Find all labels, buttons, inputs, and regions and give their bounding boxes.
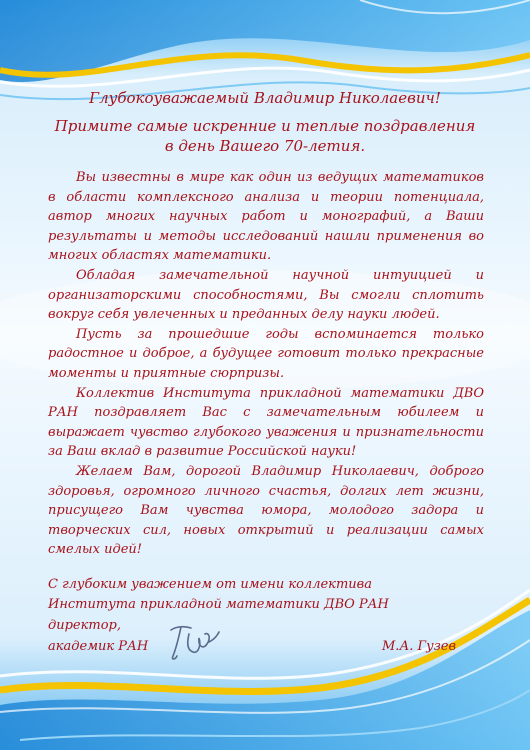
paragraph-2: Обладая замечательной научной интуицией и организаторскими способностями, Вы смогли сплотить вокруг себя увлеченных и преданных делу науки людей.	[48, 267, 484, 323]
closing-line-4: академик РАН	[48, 639, 149, 654]
paragraph-5: Желаем Вам, дорогой Владимир Николаевич, доброго здоровья, огромного личного счастья, долгих лет жизни, присущего Вам чувства юмора, молодого задора и творческих сил, новых открытий и реализации самых смелых идей!	[48, 463, 484, 558]
letter-body	[48, 168, 484, 560]
closing-line-3: директор,	[48, 618, 121, 633]
signatory-name: М.А. Гузев	[382, 639, 457, 654]
salutation: Глубокоуважаемый Владимир Николаевич!	[89, 89, 441, 107]
congratulations-line-1: Примите самые искренние и теплые поздравления	[54, 117, 476, 135]
paragraph-4: Коллектив Института прикладной математики ДВО РАН поздравляет Вас с замечательным юбилеем и выражает чувство глубокого уважения и признательности за Ваш вклад в развитие Российской науки!	[48, 385, 484, 460]
paragraph-1: Вы известны в мире как один из ведущих математиков в области комплексного анализа и теории потенциала, автор многих научных работ и монографий, а Ваши результаты и методы исследований нашли применения во многих областях математики.	[48, 170, 484, 264]
paragraph-3: Пусть за прошедшие годы вспоминается только радостное и доброе, а будущее готовит только прекрасные моменты и приятные сюрпризы.	[48, 326, 484, 381]
closing-line-1: С глубоким уважением от имени коллектива	[48, 577, 372, 592]
congratulations-line-2: в день Вашего 70-летия.	[164, 137, 366, 155]
handwritten-signature	[165, 622, 223, 662]
closing-line-2: Института прикладной математики ДВО РАН	[48, 597, 389, 612]
